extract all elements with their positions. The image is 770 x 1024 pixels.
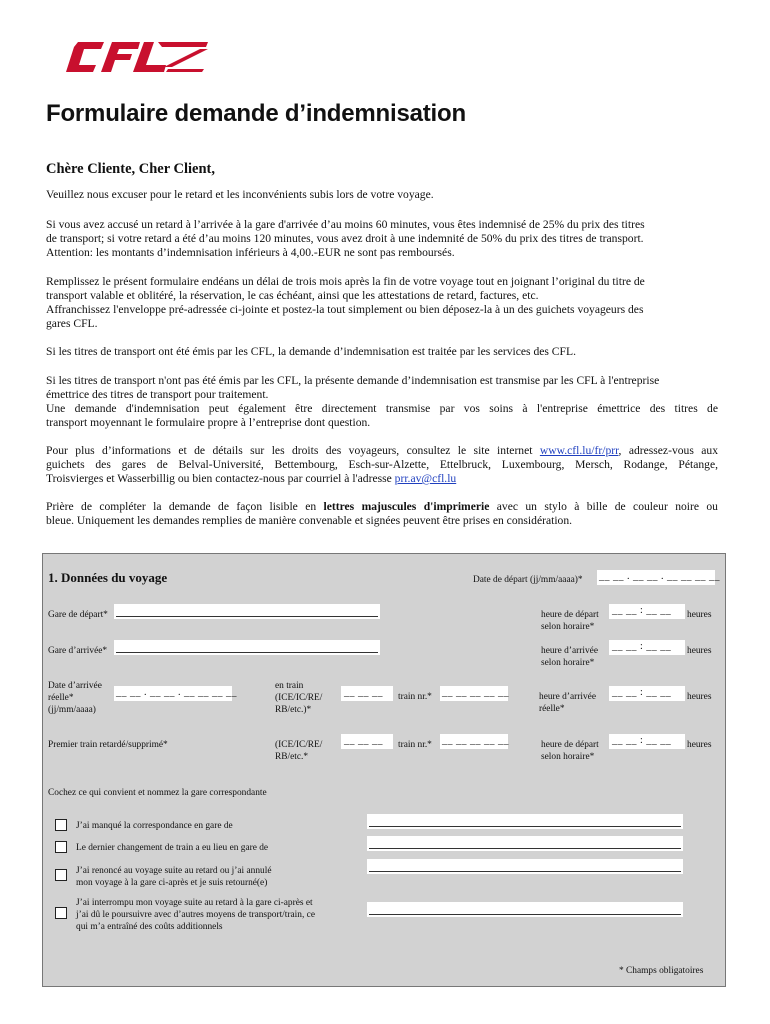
option-correspondance-checkbox[interactable] [55,819,67,831]
section-title: 1. Données du voyage [48,570,168,585]
date-arrivee-label: Date d’arrivée réelle* (jj/mm/aaaa) [48,681,102,715]
heures-label: heures [687,610,712,620]
premier-train-label: Premier train retardé/supprimé* [48,740,168,750]
en-train-label: en train (ICE/IC/RE/ RB/etc.)* [275,681,323,715]
gare-arrivee-label: Gare d’arrivée* [48,646,108,656]
intro-paragraph-5: Si les titres de transport n'ont pas été émis par les CFL, la présente demande d’indemnisation est transmise par les CFL à l'entreprise émettrice des titres de transport pour traitement. Une demande d'indemnisation peut également être directement transmise par vos soins à l'entreprise émettrice des titres de transport moyennant le formulaire propre à l’entreprise dont question. [46,374,718,429]
travel-data-form [42,553,726,987]
email-link[interactable]: prr.av@cfl.lu [394,472,457,485]
ice-label: (ICE/IC/RE/ RB/etc.* [275,740,323,762]
date-arrivee-input[interactable]: __ __ . __ __ . __ __ __ __ [114,686,232,701]
heure-depart-label: heure de départ [541,740,599,750]
selon-horaire-label: selon horaire* [541,658,595,668]
option-interrompu-label: J’ai interrompu mon voyage suite au retard à la gare ci-après et j’ai dû le poursuivre avec d’autres moyens de transport/train, ce qui m’a entraîné des coûts additionnels [76,898,315,932]
selon-horaire-label: selon horaire* [541,622,595,632]
heures-label: heures [687,646,712,656]
train-type-input[interactable]: __ __ __ [341,686,393,701]
gare-arrivee-input[interactable] [114,640,380,655]
intro-paragraph-7: Prière de compléter la demande de façon lisible en lettres majuscules d'imprimerie avec un stylo à bille de couleur noire ou bleue. Uniquement les demandes remplies de manière convenable et signées peuvent être prises en considération. [46,500,718,527]
intro-paragraph-3: Remplissez le présent formulaire endéans un délai de trois mois après la fin de votre voyage tout en joignant l’original du titre de transport valable et oblitéré, la réservation, le cas échéant, ainsi que les attestations de retard, factures, etc. Affranchissez l'enveloppe pré-adressée ci-jointe et postez-la tout simplement ou bien déposez-la à un des guichets voyageurs des gares CFL. [46,275,645,330]
option-interrompu-input[interactable] [367,902,683,917]
heure-arrivee-reelle-label: heure d’arrivée réelle* [539,692,596,714]
cfl-logo [48,40,210,74]
gare-depart-input[interactable] [114,604,380,619]
intro-paragraph-1: Veuillez nous excuser pour le retard et les inconvénients subis lors de votre voyage. [46,188,434,201]
intro-paragraph-6: Pour plus d’informations et de détails sur les droits des voyageurs, consultez le site internet www.cfl.lu/fr/prr, adressez-vous aux guichets des gares de Belval-Université, Bettembourg, Esch-sur-Alzette, Ettelbruck, Luxembourg, Mersch, Rodange, Pétange, Troisvierges et Wasserbillig ou bien contactez-nous par courriel à l'adresse prr.av@cfl.lu [46,444,718,485]
option-correspondance-label: J’ai manqué la correspondance en gare de [76,821,233,831]
heure-arrivee-reelle-input[interactable]: __ __ : __ __ [609,686,685,701]
heures-label: heures [687,692,712,702]
cfl-prr-link[interactable]: www.cfl.lu/fr/prr [539,444,619,457]
gare-depart-label: Gare de départ* [48,610,108,620]
page-title: Formulaire demande d’indemnisation [46,100,466,127]
footer-note: * Champs obligatoires [619,966,704,976]
option-renonce-checkbox[interactable] [55,869,67,881]
salutation: Chère Cliente, Cher Client, [46,161,216,177]
heures-label: heures [687,740,712,750]
train-nr-input[interactable]: __ __ __ __ __ [440,686,508,701]
option-changement-input[interactable] [367,836,683,851]
intro-paragraph-2: Si vous avez accusé un retard à l’arrivée à la gare d'arrivée d’au moins 60 minutes, vous êtes indemnisé de 25% du prix des titres de transport; si votre retard a été d’au moins 120 minutes, vous avez droit à une indemnité de 50% du prix des titres de transport. Attention: les montants d’indemnisation inférieurs à 4,00.-EUR ne sont pas remboursés. [46,218,645,259]
train-nr-label: train nr.* [398,740,432,750]
intro-paragraph-4: Si les titres de transport ont été émis par les CFL, la demande d’indemnisation est traitée par les services des CFL. [46,345,576,358]
option-interrompu-checkbox[interactable] [55,907,67,919]
option-changement-label: Le dernier changement de train a eu lieu en gare de [76,843,269,853]
premier-train-nr-input[interactable]: __ __ __ __ __ [440,734,508,749]
premier-train-heure-input[interactable]: __ __ : __ __ [609,734,685,749]
option-renonce-label: J’ai renoncé au voyage suite au retard ou j’ai annulé mon voyage à la gare ci-après et je suis retourné(e) [76,866,272,888]
train-nr-label: train nr.* [398,692,432,702]
premier-train-type-input[interactable]: __ __ __ [341,734,393,749]
date-depart-input[interactable]: __ __ . __ __ . __ __ __ __ [597,570,715,585]
option-changement-checkbox[interactable] [55,841,67,853]
coche-instruction: Cochez ce qui convient et nommez la gare correspondante [48,788,267,798]
heure-depart-label: heure de départ [541,610,599,620]
selon-horaire-label: selon horaire* [541,752,595,762]
heure-arrivee-label: heure d’arrivée [541,646,598,656]
date-depart-label: Date de départ (jj/mm/aaaa)* [473,575,583,585]
heure-depart-input[interactable]: __ __ : __ __ [609,604,685,619]
option-correspondance-input[interactable] [367,814,683,829]
option-renonce-input[interactable] [367,859,683,874]
heure-arrivee-input[interactable]: __ __ : __ __ [609,640,685,655]
